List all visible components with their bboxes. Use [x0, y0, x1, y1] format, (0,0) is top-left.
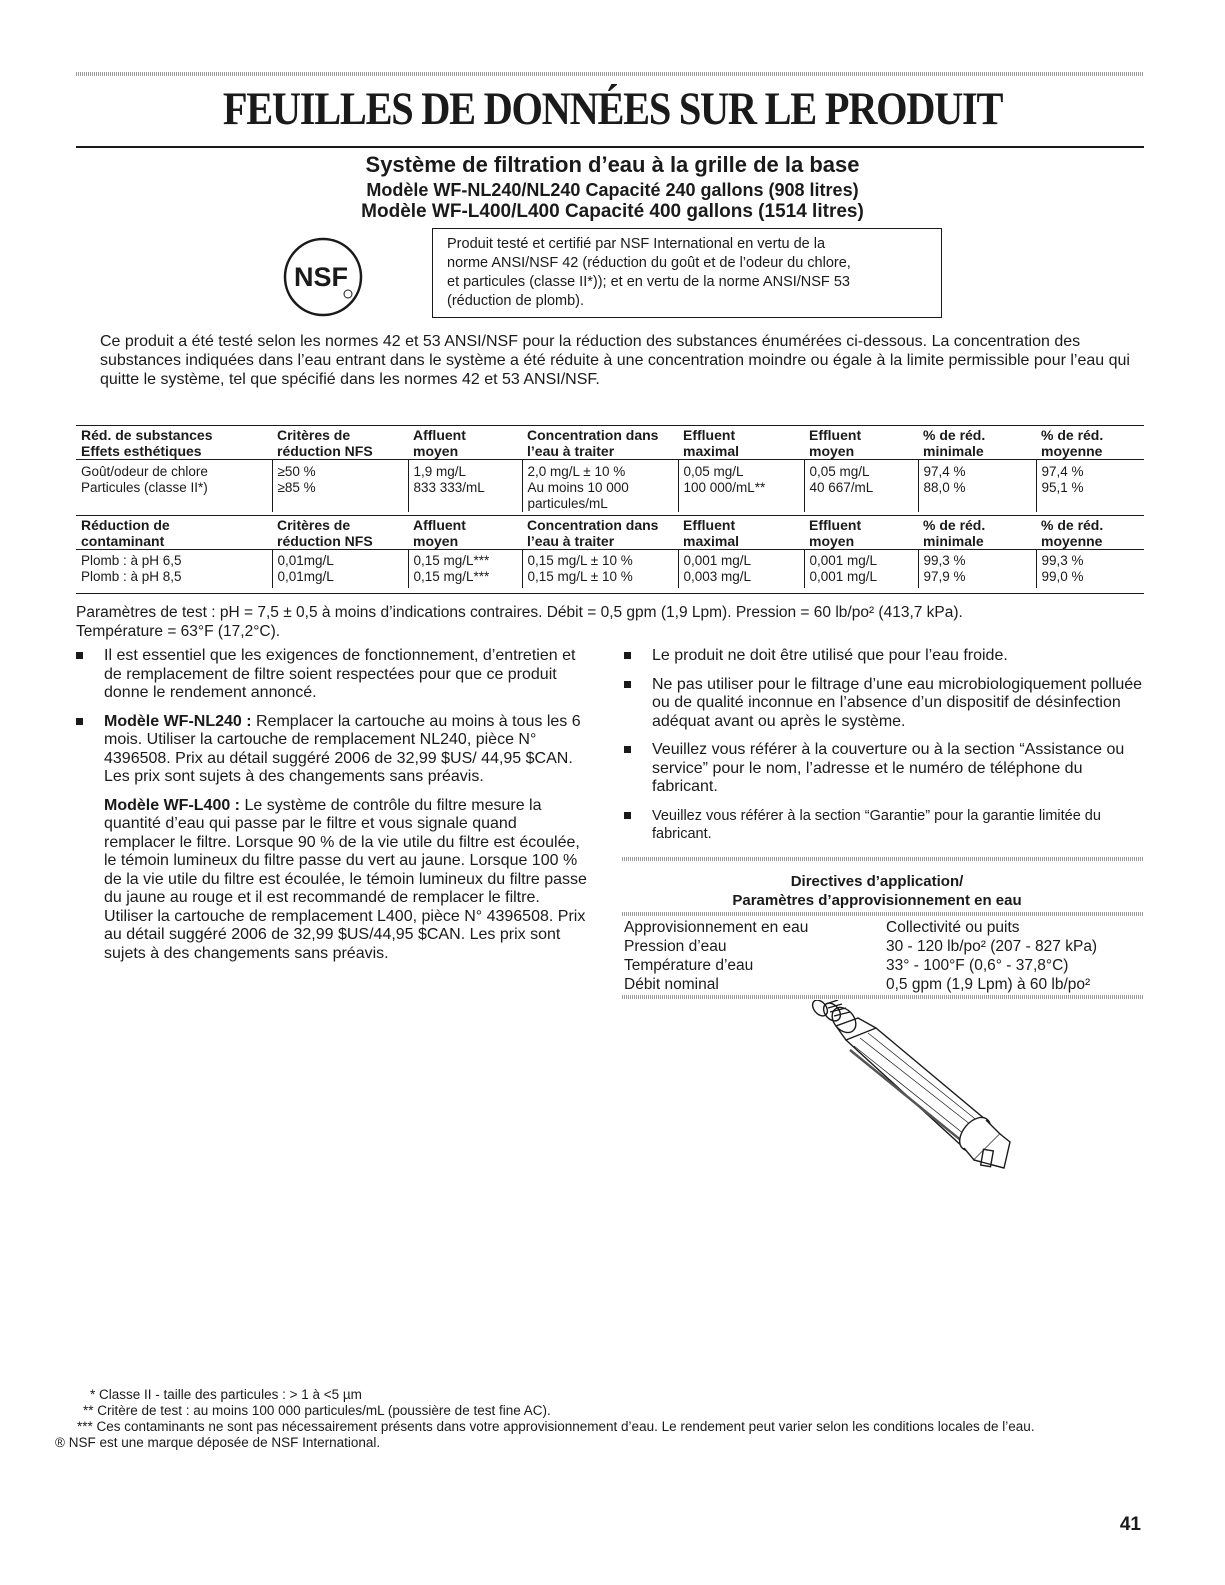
table-row [622, 956, 1142, 975]
table-cell: 95,1 % [1036, 480, 1144, 512]
table-row [76, 480, 1144, 512]
nsf-box-line: (réduction de plomb). [447, 293, 585, 309]
table-cell: Goût/odeur de chlore [81, 464, 208, 479]
table-cell: 0,001 mg/L [804, 569, 918, 588]
intro-paragraph: Ce produit a été testé selon les normes 42 et 53 ANSI/NSF pour la réduction des substances énumérées ci-dessous. La concentration des substances indiquées dans l’eau entrant dans le système a été réduite à une concentration moindre ou égale à la limite permissible pour l’eau qui quitte le système, tel que spécifié dans les normes 42 et 53 ANSI/NSF. [100, 333, 1130, 388]
table-cell: 0,15 mg/L ± 10 % [522, 550, 678, 570]
table-cell: 99,3 % [1036, 550, 1144, 570]
list-item [76, 713, 588, 787]
table-cell: 97,9 % [918, 569, 1036, 588]
bullet-square-icon [624, 812, 631, 819]
application-table [622, 918, 1142, 994]
bullet-square-icon [624, 681, 631, 688]
table-cell: Collectivité ou puits [886, 919, 1020, 936]
list-item-text: Le produit ne doit être utilisé que pour l’eau froide. [652, 647, 1008, 664]
application-title-line: Paramètres d’approvisionnement en eau [732, 892, 1022, 909]
substances-table [76, 427, 1144, 512]
list-item-text: Veuillez vous référer à la section “Garantie” pour la garantie limitée du fabricant. [652, 807, 1101, 842]
application-title-line: Directives d’application/ [790, 873, 964, 890]
nsf-certification-box [432, 228, 942, 318]
table-divider-rule [76, 515, 1144, 516]
table-cell: 0,15 mg/L*** [408, 550, 522, 570]
table-cell: 0,15 mg/L*** [408, 569, 522, 588]
nsf-logo-icon [282, 236, 364, 318]
table-cell: Débit nominal [624, 976, 719, 993]
water-filter-cartridge-icon [798, 1000, 1018, 1190]
table-cell: 0,003 mg/L [678, 569, 804, 588]
table-row [622, 918, 1142, 937]
test-parameters-line: Paramètres de test : pH = 7,5 ± 0,5 à moins d’indications contraires. Débit = 0,5 gpm (1,9 Lpm). Pression = 60 lb/po² (413,7 kPa). [76, 604, 963, 621]
table-cell: Température d’eau [624, 957, 754, 974]
model-line-1: Modèle WF-NL240/NL240 Capacité 240 gallons (908 litres) [366, 180, 859, 200]
application-mid-dither [622, 912, 1144, 916]
list-item-text: Ne pas utiliser pour le filtrage d’une eau microbiologiquement polluée ou de qualité inconnue en l’absence d’un dispositif de désinfection adéquat avant ou après le système. [652, 675, 1143, 730]
table-header-cell: Critères de réduction NFS [272, 427, 408, 460]
left-bullet-list [76, 647, 588, 973]
footnotes [55, 1387, 1155, 1451]
system-subtitle: Système de filtration d’eau à la grille de la base [365, 152, 860, 177]
application-bottom-dither [622, 995, 1144, 999]
list-item [76, 797, 588, 964]
table-cell: 0,5 gpm (1,9 Lpm) à 60 lb/po² [886, 976, 1091, 993]
table-cell: 97,4 % [1036, 460, 1144, 481]
right-bullet-list [624, 647, 1148, 853]
table-header-cell: Affluent moyen [408, 427, 522, 460]
footnote: * Classe II - taille des particules : > 1 à <5 µm [90, 1387, 362, 1402]
table-header-cell: Affluent moyen [408, 517, 522, 550]
footnote: ** Critère de test : au moins 100 000 particules/mL (poussière de test fine AC). [83, 1403, 551, 1418]
table-cell: 0,05 mg/L [678, 460, 804, 481]
table-cell: 1,9 mg/L [408, 460, 522, 481]
list-item [624, 741, 1148, 797]
table-cell: 0,001 mg/L [804, 550, 918, 570]
page-title: FEUILLES DE DONNÉES SUR LE PRODUIT [222, 83, 1003, 135]
table-header-cell: Critères de réduction NFS [272, 517, 408, 550]
table-cell: Au moins 10 000 particules/mL [522, 480, 678, 512]
table-header-cell: Effluent moyen [804, 427, 918, 460]
table-cell: 833 333/mL [408, 480, 522, 512]
nsf-box-line: norme ANSI/NSF 42 (réduction du goût et de l’odeur du chlore, [447, 255, 851, 271]
bullet-square-icon [624, 746, 631, 753]
table-cell: 88,0 % [918, 480, 1036, 512]
title-rule [76, 146, 1144, 148]
footnote: ® NSF est une marque déposée de NSF International. [55, 1435, 381, 1450]
list-item-label: Modèle WF-NL240 : [104, 712, 252, 730]
table-top-rule [76, 425, 1144, 426]
list-item-text: Il est essentiel que les exigences de fonctionnement, d’entretien et de remplacement de filtre soient respectées pour que ce produit donne le rendement annoncé. [104, 647, 576, 701]
table-cell: Plomb : à pH 8,5 [81, 569, 182, 584]
list-item-text: Veuillez vous référer à la couverture ou à la section “Assistance ou service” pour le nom, l’adresse et le numéro de téléphone du fabricant. [652, 741, 1125, 795]
bullet-square-icon [624, 652, 631, 659]
table-cell: Particules (classe II*) [81, 480, 208, 495]
table-cell: ≥85 % [272, 480, 408, 512]
table-header-cell: % de réd. moyenne [1036, 427, 1144, 460]
list-item [76, 647, 588, 703]
model-line-2: Modèle WF-L400/L400 Capacité 400 gallons (1514 litres) [361, 201, 864, 222]
table-cell: 0,15 mg/L ± 10 % [522, 569, 678, 588]
table-cell: 0,001 mg/L [678, 550, 804, 570]
list-item-text: Remplacer la cartouche au moins à tous les 6 mois. Utiliser la cartouche de remplacement NL240, pièce N° 4396508. Prix au détail suggéré 2006 de 32,99 $US/ 44,95 $CAN. Les prix sont sujets à des changements sans préavis. [104, 712, 581, 785]
table-header-cell: Réd. de substances Effets esthétiques [76, 427, 272, 460]
table-header-row [76, 427, 1144, 460]
test-parameters [76, 603, 1156, 641]
table-cell: 0,01mg/L [272, 569, 408, 588]
table-cell: Approvisionnement en eau [624, 919, 809, 936]
footnote: *** Ces contaminants ne sont pas nécessairement présents dans votre approvisionnement d’eau. Le rendement peut varier selon les conditions locales de l’eau. [77, 1419, 1035, 1434]
table-header-cell: Réduction de contaminant [76, 517, 272, 550]
list-item [624, 676, 1148, 732]
bullet-square-icon [76, 718, 83, 725]
table-header-cell: Effluent maximal [678, 427, 804, 460]
table-cell: 97,4 % [918, 460, 1036, 481]
list-item-text: Le système de contrôle du filtre mesure la quantité d’eau qui passe par le filtre et vous signale quand remplacer le filtre. Lorsque 90 % de la vie utile du filtre est écoulée, le témoin lumineux du filtre passe du vert au jaune. Lorsque 100 % de la vie utile du filtre est écoulée, le témoin lumineux du filtre passe du jaune au rouge et il est recommandé de remplacer le filtre. Utiliser la cartouche de remplacement L400, pièce N° 4396508. Prix au détail suggéré 2006 de 32,99 $US/44,95 $CAN. Les prix sont sujets à des changements sans préavis. [104, 796, 587, 962]
table-cell: 30 - 120 lb/po² (207 - 827 kPa) [886, 938, 1098, 955]
top-dither-band [76, 72, 1144, 76]
table-cell: 40 667/mL [804, 480, 918, 512]
bullet-square-icon [76, 652, 83, 659]
table-cell: 2,0 mg/L ± 10 % [522, 460, 678, 481]
contaminant-table [76, 517, 1144, 588]
table-cell: ≥50 % [272, 460, 408, 481]
table-header-row [76, 517, 1144, 550]
table-cell: Pression d’eau [624, 938, 727, 955]
nsf-logo-text: NSF [294, 262, 348, 292]
test-parameters-line: Température = 63°F (17,2°C). [76, 623, 281, 640]
table-cell: Plomb : à pH 6,5 [81, 553, 182, 568]
table-cell: 0,01mg/L [272, 550, 408, 570]
table-header-cell: Concentration dans l’eau à traiter [522, 427, 678, 460]
table-row [76, 460, 1144, 481]
nsf-box-line: Produit testé et certifié par NSF International en vertu de la [447, 236, 826, 252]
table-cell: 100 000/mL** [678, 480, 804, 512]
application-title [610, 872, 1144, 910]
table-row [76, 569, 1144, 588]
application-top-dither [622, 857, 1144, 861]
page-number: 41 [1119, 1514, 1141, 1535]
table-row [622, 937, 1142, 956]
list-item-label: Modèle WF-L400 : [104, 796, 241, 814]
table-header-cell: Effluent moyen [804, 517, 918, 550]
list-item [624, 647, 1148, 666]
table-cell: 0,05 mg/L [804, 460, 918, 481]
table-row [76, 550, 1144, 570]
table-cell: 33° - 100°F (0,6° - 37,8°C) [886, 957, 1069, 974]
list-item [624, 807, 1148, 843]
table-row [622, 975, 1142, 994]
table-header-cell: % de réd. moyenne [1036, 517, 1144, 550]
table-header-cell: Concentration dans l’eau à traiter [522, 517, 678, 550]
table-cell: 99,0 % [1036, 569, 1144, 588]
table-header-cell: Effluent maximal [678, 517, 804, 550]
nsf-box-line: et particules (classe II*)); et en vertu de la norme ANSI/NSF 53 [447, 274, 850, 290]
table-header-cell: % de réd. minimale [918, 517, 1036, 550]
table-header-cell: % de réd. minimale [918, 427, 1036, 460]
table-bottom-rule [76, 593, 1144, 594]
table-cell: 99,3 % [918, 550, 1036, 570]
